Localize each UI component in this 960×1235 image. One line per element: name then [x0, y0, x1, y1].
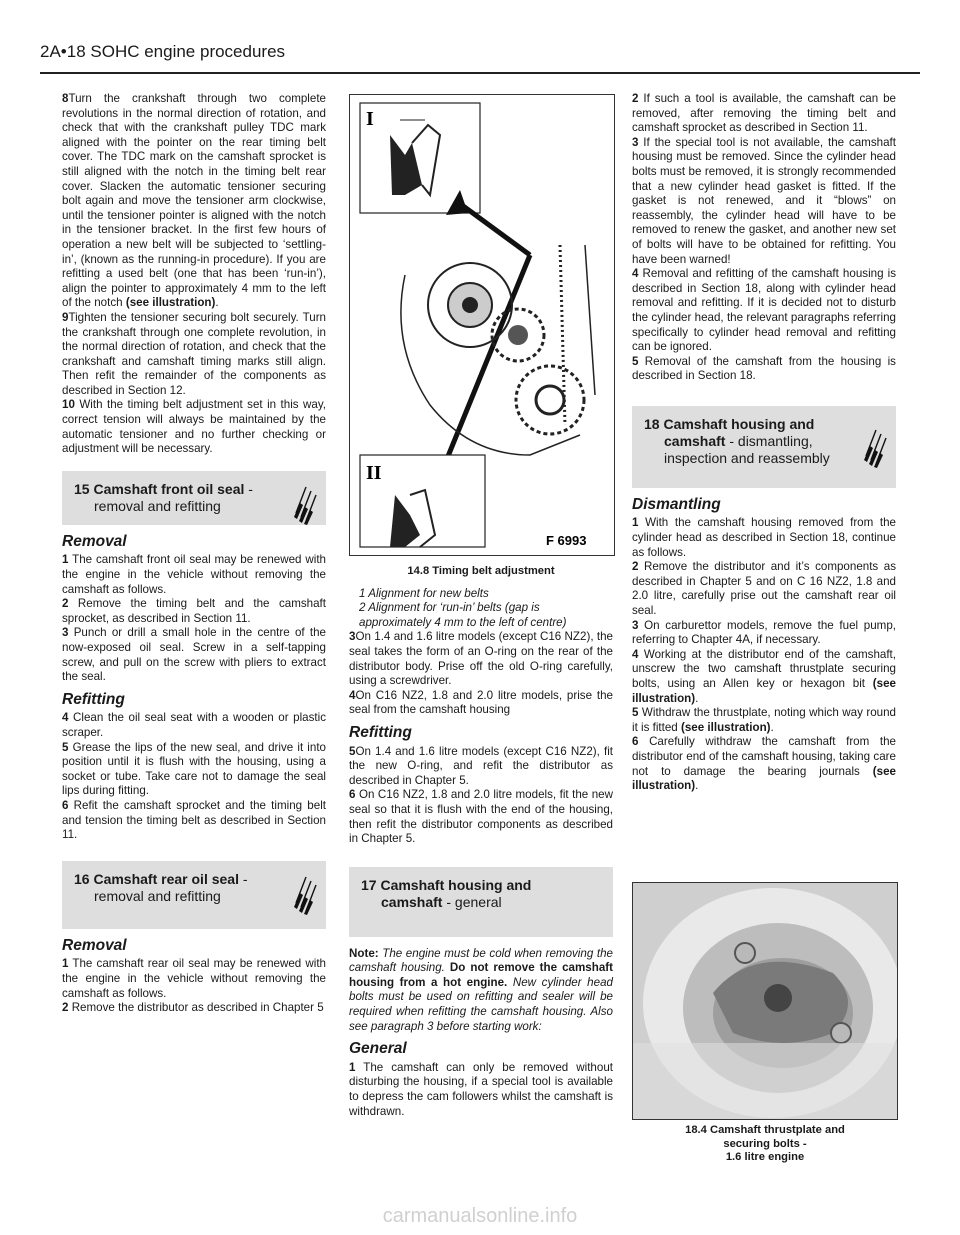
s15-para-5: 5 Grease the lips of the new seal, and drive it into position until it is flush with the housing, using a socket or tube. Take care not to damage the seal lips during fitting.	[62, 740, 326, 798]
timing-belt-figure	[349, 94, 615, 556]
section-16-heading: 16 Camshaft rear oil seal - removal and refitting	[62, 861, 326, 929]
s18-para-4: 4 Working at the distributor end of the camshaft, unscrew the two camshaft thrustplate securing bolts, using an Allen key or hexagon bit (see illustration).	[632, 647, 896, 705]
section-15-heading: 15 Camshaft front oil seal - removal and refitting	[62, 471, 326, 525]
figure-note-2: 2 Alignment for ‘run-in’ belts (gap is approximately 4 mm to the left of centre)	[359, 601, 567, 629]
column-1	[62, 92, 326, 1016]
figure-code: F 6993	[546, 533, 587, 548]
difficulty-wrench-icon	[292, 871, 318, 915]
s17-para-1: 1 The camshaft can only be removed without disturbing the housing, if a special tool is available to depress the cam followers whilst the camshaft is withdrawn.	[349, 1060, 613, 1118]
s16-para-6: 6 On C16 NZ2, 1.8 and 2.0 litre models, fit the new seal so that it is flush with the end of the housing, then refit the distributor components as described in Chapter 5.	[349, 788, 613, 846]
s18-para-6: 6 Carefully withdraw the camshaft from the distributor end of the camshaft housing, taking care not to damage the bearing journals (see illustration).	[632, 735, 896, 793]
removal-heading: Removal	[62, 532, 127, 550]
s15-para-6: 6 Refit the camshaft sprocket and the timing belt and tension the timing belt as described in Section 11.	[62, 798, 326, 842]
s15-para-3: 3 Punch or drill a small hole in the centre of the now-exposed oil seal. Screw in a self-tapping screw, and pull on the screw with pliers to extract the seal.	[62, 626, 326, 684]
s16-para-4: 4On C16 NZ2, 1.8 and 2.0 litre models, prise the seal from the camshaft housing	[349, 688, 613, 717]
thrustplate-caption: 18.4 Camshaft thrustplate and securing bolts - 1.6 litre engine	[685, 1124, 845, 1164]
figure-note-1: 1 Alignment for new belts	[359, 586, 489, 600]
header-rule	[40, 72, 920, 74]
s15-para-2: 2 Remove the timing belt and the camshaft sprocket, as described in Section 11.	[62, 597, 326, 625]
refitting-heading-2: Refitting	[349, 723, 412, 741]
paragraph-10: 10 With the timing belt adjustment set in this way, correct tension will always be maintained by the automatic tensioner and no further checking or adjustment will be necessary.	[62, 398, 326, 456]
paragraph-9: 9Tighten the tensioner securing bolt securely. Turn the crankshaft through one complete revolution, in the normal direction of rotation, and check that the crankshaft and camshaft timing marks still align. Then refit the remainder of the components as described in Section 12.	[62, 310, 326, 397]
refitting-heading: Refitting	[62, 690, 125, 708]
s17-para-3: 3 If the special tool is not available, the camshaft housing must be removed. Since the cylinder head bolts must be removed, it is strongly recommended that a new cylinder head gasket is fitted. If the gasket is not renewed, and it “blows” on reassembly, the cylinder head will have to be removed to renew the gasket, and another new set of bolts will have to be obtained for refitting. You have been warned!	[632, 135, 896, 266]
s16-para-2: 2 Remove the distributor as described in Chapter 5	[62, 1001, 324, 1015]
difficulty-wrench-icon	[292, 481, 318, 525]
section-17-heading: 17 Camshaft housing and camshaft - general	[349, 867, 613, 937]
s17-para-4: 4 Removal and refitting of the camshaft housing is described in Section 18, along with cylinder head removal and refitting. If it is decided not to disturb the cylinder head, the relevant paragraphs referring specifically to cylinder head removal and refitting can be ignored.	[632, 267, 896, 354]
column-2	[349, 560, 613, 1119]
removal-heading-2: Removal	[62, 936, 127, 954]
difficulty-wrench-icon	[862, 424, 888, 468]
section-18-heading: 18 Camshaft housing and camshaft - dismantling, inspection and reassembly	[632, 406, 896, 488]
s18-para-3: 3 On carburettor models, remove the fuel pump, referring to Chapter 4A, if necessary.	[632, 618, 896, 647]
s15-para-4: 4 Clean the oil seal seat with a wooden or plastic scraper.	[62, 711, 326, 739]
column-3	[632, 92, 896, 794]
note-paragraph: Note: The engine must be cold when removing the camshaft housing. Do not remove the camshaft housing from a hot engine. New cylinder head bolts must be used on refitting and sealer will be required when refitting the camshaft housing. Also see paragraph 3 before starting work:	[349, 946, 613, 1033]
s17-para-5: 5 Removal of the camshaft from the housing is described in Section 18.	[632, 354, 896, 383]
s17-para-2: 2 If such a tool is available, the camshaft can be removed, after removing the timing belt and camshaft sprocket as described in Section 11.	[632, 92, 896, 135]
timing-belt-diagram	[350, 95, 614, 555]
s15-para-1: 1 The camshaft front oil seal may be renewed with the engine in the vehicle without removing the camshaft as follows.	[62, 553, 326, 596]
thrustplate-photo	[632, 882, 898, 1120]
figure-caption: 14.8 Timing belt adjustment	[407, 565, 555, 577]
roman-label-2: II	[366, 462, 382, 484]
watermark: carmanualsonline.info	[382, 1205, 578, 1227]
page-title: 2A•18 SOHC engine procedures	[40, 42, 286, 61]
general-heading: General	[349, 1040, 407, 1058]
paragraph-8: 8Turn the crankshaft through two complete revolutions in the normal direction of rotation, and check that with the crankshaft pulley TDC mark aligned with the pointer on the rear timing belt cover. The TDC mark on the camshaft sprocket is still aligned with the notch in the timing belt rear cover. Slacken the automatic tensioner securing bolt again and move the tensioner arm clockwise, until the tensioner pointer is aligned with the notch in the tensioner bracket. In the first few hours of operation a new belt will be subjected to ‘settling-in’, (known as the running-in procedure). If you are refitting a used belt (one that has been ‘run-in’), align the pointer to approximately 4 mm to the left of the notch (see illustration).	[62, 92, 326, 310]
s18-para-2: 2 Remove the distributor and it’s components as described in Chapter 5 and on C 16 NZ2, 1.8 and 2.0 litre, carefully prise out the camshaft rear oil seal.	[632, 560, 896, 618]
s16-para-5: 5On 1.4 and 1.6 litre models (except C16 NZ2), fit the new O-ring, and refit the distributor as described in Chapter 5.	[349, 744, 613, 787]
s16-para-1: 1 The camshaft rear oil seal may be renewed with the engine in the vehicle without removing the camshaft as follows.	[62, 957, 326, 1000]
dismantling-heading: Dismantling	[632, 495, 721, 513]
s16-para-3: 3On 1.4 and 1.6 litre models (except C16 NZ2), the seal takes the form of an O-ring on the rear of the distributor body. Prise off the old O-ring carefully, using a screwdriver.	[349, 630, 613, 688]
s18-para-1: 1 With the camshaft housing removed from the cylinder head as described in Section 18, continue as follows.	[632, 516, 896, 559]
thrustplate-illustration	[633, 883, 897, 1119]
roman-label-1: I	[366, 108, 374, 130]
s18-para-5: 5 Withdraw the thrustplate, noting which way round it is fitted (see illustration).	[632, 706, 896, 734]
